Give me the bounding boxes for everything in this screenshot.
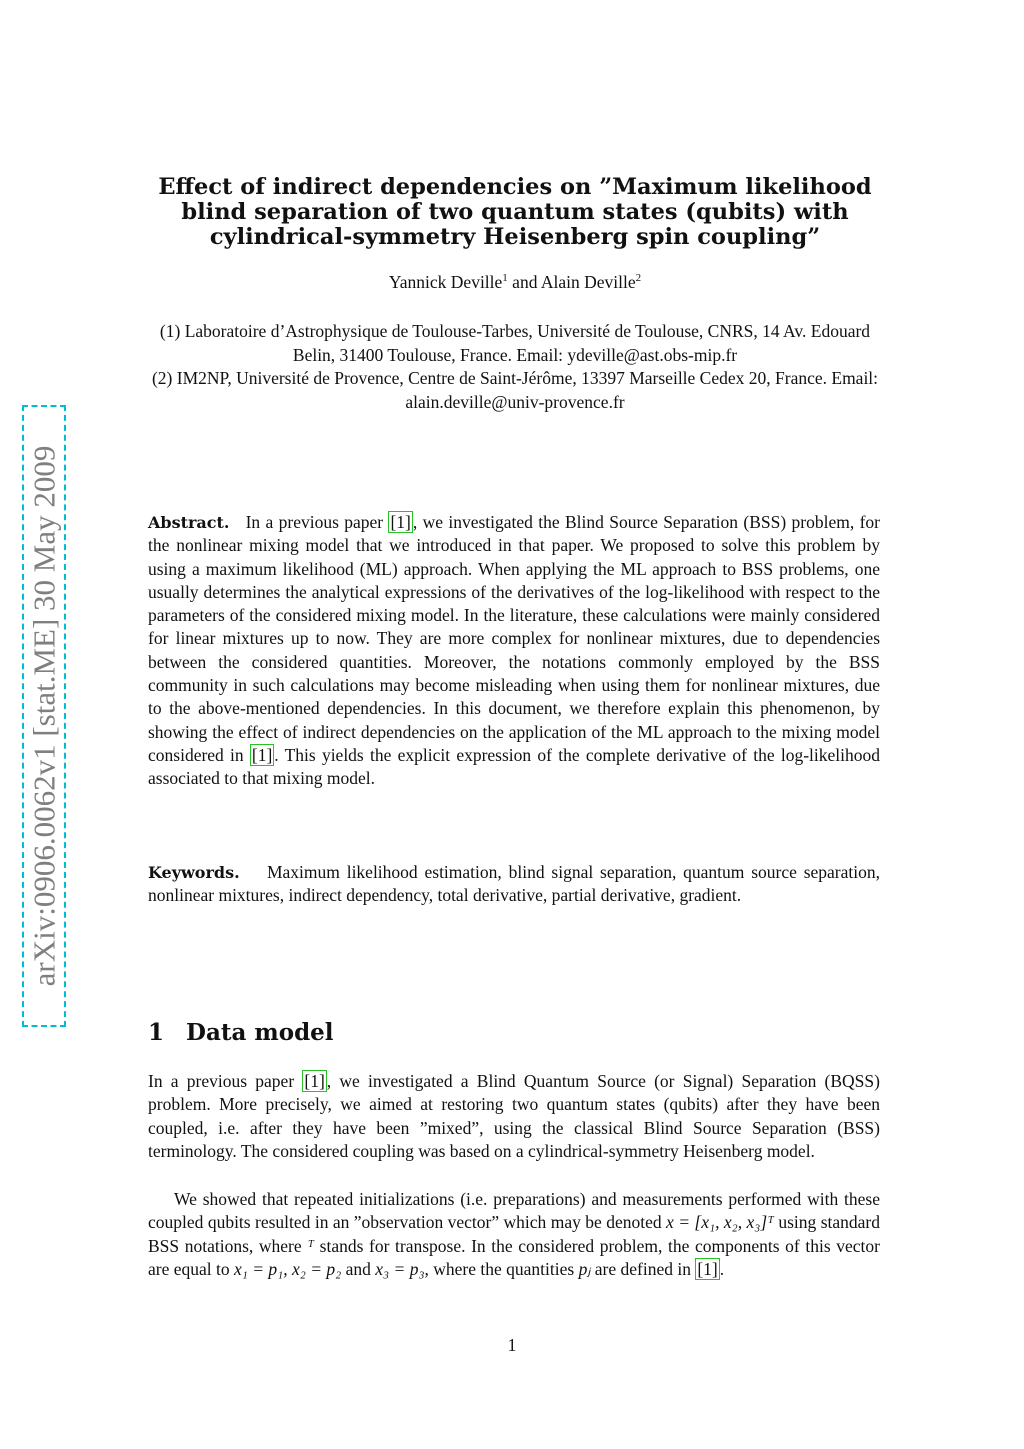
body-text: and (341, 1258, 376, 1279)
abstract-text-1: In a previous paper (245, 512, 389, 532)
body-text: In a previous paper (148, 1071, 303, 1091)
keywords (148, 861, 880, 908)
author-1: Yannick Deville (388, 272, 503, 292)
affiliation-1: (1) Laboratoire d’Astrophysique de Toulouse-Tarbes, Université de Toulouse, CNRS, 14 Av. Edouard Belin, 31400 Toulouse, France. Email: ydeville@ast.obs-mip.fr (159, 321, 871, 365)
citation-link[interactable]: [1] (304, 1071, 325, 1091)
section-heading (148, 1019, 334, 1046)
body-paragraph-1 (148, 1070, 880, 1163)
body-paragraph-2 (148, 1188, 880, 1281)
abstract (148, 511, 880, 791)
page-number: 1 (507, 1335, 517, 1355)
section-title: Data model (186, 1019, 334, 1046)
body-text: We showed that repeated initializations (i.e. preparations) and measurements performed with these coupled qubits resulted in an ”observation vector” which may be denoted (148, 1189, 880, 1233)
author-1-affil-mark: 1 (502, 272, 508, 285)
body-text: . (719, 1258, 725, 1279)
math-components: x₁ = p₁, x₂ = p₂ (234, 1258, 342, 1279)
abstract-text-3: . This yields the explicit expression of the complete derivative of the log-likelihood associated to that mixing model. (148, 744, 880, 789)
keywords-label: Keywords. (148, 863, 240, 882)
body-text: stands for transpose. In the considered problem, the components of this vector are equal to (148, 1235, 880, 1279)
citation-link[interactable]: [1] (251, 744, 273, 765)
math-component-3: x₃ = p₃ (375, 1258, 425, 1279)
body-text: using standard BSS notations, where (148, 1212, 880, 1256)
body-text: , we investigated a Blind Quantum Source (or Signal) Separation (BQSS) problem. More precisely, we aimed at restoring two quantum states (qubits) after they have been coupled, i.e. after they have been ”mixed”, using the classical Blind Source Separation (BSS) terminology. The considered coupling was based on a cylindrical-symmetry Heisenberg model. (148, 1071, 880, 1161)
section-number: 1 (148, 1019, 165, 1046)
citation-link[interactable]: [1] (390, 512, 411, 532)
author-2: Alain Deville (540, 272, 636, 292)
abstract-label: Abstract. (148, 513, 230, 532)
math-observation-vector: x = [x₁, x₂, x₃]ᵀ (666, 1212, 774, 1233)
citation-link[interactable]: [1] (697, 1258, 718, 1279)
author-connector: and (507, 272, 541, 292)
body-text: , where the quantities (424, 1258, 579, 1279)
math-transpose: ᵀ (307, 1235, 315, 1256)
paper-title: Effect of indirect dependencies on ”Maximum likelihood blind separation of two quantum states (qubits) with cylindrical-symmetry Heisenberg spin coupling” (158, 174, 872, 250)
math-quantity: pⱼ (578, 1258, 591, 1279)
arxiv-identifier: arXiv:0906.0062v1 [stat.ME] 30 May 2009 (26, 445, 61, 987)
arxiv-stamp (22, 405, 66, 1027)
body-text: are defined in (590, 1258, 696, 1279)
abstract-text-2: , we investigated the Blind Source Separation (BSS) problem, for the nonlinear mixing model that we introduced in that paper. We proposed to solve this problem by using a maximum likelihood (ML) approach. When applying the ML approach to BSS problems, one usually determines the analytical expressions of the derivatives of the log-likelihood with respect to the parameters of the considered mixing model. In the literature, these calculations were mainly considered for linear mixtures up to now. They are more complex for nonlinear mixtures, due to dependencies between the considered quantities. Moreover, the notations commonly employed by the BSS community in such calculations may become misleading when using them for nonlinear mixtures, due to the above-mentioned dependencies. In this document, we therefore explain this phenomenon, by showing the effect of indirect dependencies on the application of the ML approach to the mixing model considered in (148, 512, 880, 765)
author-2-affil-mark: 2 (635, 272, 642, 285)
author-line (150, 272, 880, 293)
keywords-text: Maximum likelihood estimation, blind signal separation, quantum source separation, nonlinear mixtures, indirect dependency, total derivative, partial derivative, gradient. (148, 862, 880, 906)
affiliation-2: (2) IM2NP, Université de Provence, Centre de Saint-Jérôme, 13397 Marseille Cedex 20, France. Email: alain.deville@univ-provence.fr (151, 368, 879, 412)
